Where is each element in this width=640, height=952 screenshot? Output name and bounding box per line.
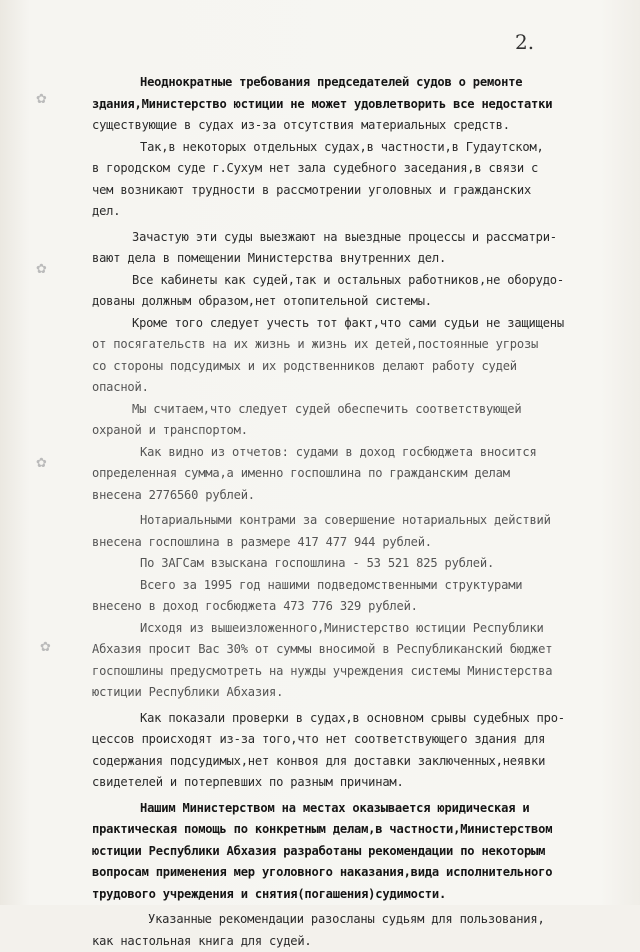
text-line: юстиции Республики Абхазия. bbox=[92, 682, 607, 704]
text-line: содержания подсудимых,нет конвоя для доставки заключенных,неявки bbox=[92, 751, 607, 773]
text-line: в городском суде г.Сухум нет зала судебного заседания,в связи с bbox=[92, 158, 607, 180]
page-number: 2. bbox=[515, 30, 534, 54]
text-line: практическая помощь по конкретным делам,в частности,Министерством bbox=[92, 819, 607, 841]
text-line: Нашим Министерством на местах оказывается юридическая и bbox=[92, 798, 607, 820]
text-line: внесена госпошлина в размере 417 477 944 рублей. bbox=[92, 532, 607, 554]
text-line: Все кабинеты как судей,так и остальных работников,не оборудо- bbox=[92, 270, 607, 292]
binding-hole-mark: ✿ bbox=[40, 640, 51, 655]
text-line: существующие в судах из-за отсутствия материальных средств. bbox=[92, 115, 607, 137]
text-line: охраной и транспортом. bbox=[92, 420, 607, 442]
text-line: как настольная книга для судей. bbox=[92, 931, 607, 952]
text-line: внесена 2776560 рублей. bbox=[92, 485, 607, 507]
text-line: Исходя из вышеизложенного,Министерство юстиции Республики bbox=[92, 618, 607, 640]
text-line: вопросам применения мер уголовного наказания,вида исполнительного bbox=[92, 862, 607, 884]
text-line: юстиции Республики Абхазия разработаны рекомендации по некоторым bbox=[92, 841, 607, 863]
text-line: чем возникают трудности в рассмотрении уголовных и гражданских bbox=[92, 180, 607, 202]
text-line: Кроме того следует учесть тот факт,что сами судьи не защищены bbox=[92, 313, 607, 335]
text-line: Так,в некоторых отдельных судах,в частности,в Гудаутском, bbox=[92, 137, 607, 159]
text-line: от посягательств на их жизнь и жизнь их детей,постоянные угрозы bbox=[92, 334, 607, 356]
text-line: вают дела в помещении Министерства внутренних дел. bbox=[92, 248, 607, 270]
text-line: внесено в доход госбюджета 473 776 329 рублей. bbox=[92, 596, 607, 618]
text-line: Мы считаем,что следует судей обеспечить соответствующей bbox=[92, 399, 607, 421]
document-body bbox=[92, 72, 607, 952]
text-line: Абхазия просит Вас 30% от суммы вносимой в Республиканский бюджет bbox=[92, 639, 607, 661]
text-line: определенная сумма,а именно госпошлина по гражданским делам bbox=[92, 463, 607, 485]
text-line: Зачастую эти суды выезжают на выездные процессы и рассматри- bbox=[92, 227, 607, 249]
text-line: госпошлины предусмотреть на нужды учреждения системы Министерства bbox=[92, 661, 607, 683]
text-line: Нотариальными контрами за совершение нотариальных действий bbox=[92, 510, 607, 532]
binding-hole-mark: ✿ bbox=[36, 262, 47, 277]
text-line: свидетелей и потерпевших по разным причинам. bbox=[92, 772, 607, 794]
text-line: дованы должным образом,нет отопительной системы. bbox=[92, 291, 607, 313]
text-line: Как показали проверки в судах,в основном срывы судебных про- bbox=[92, 708, 607, 730]
text-line: со стороны подсудимых и их родственников делают работу судей bbox=[92, 356, 607, 378]
text-line: Указанные рекомендации разосланы судьям для пользования, bbox=[92, 909, 607, 931]
text-line: Всего за 1995 год нашими подведомственными структурами bbox=[92, 575, 607, 597]
text-line: здания,Министерство юстиции не может удовлетворить все недостатки bbox=[92, 94, 607, 116]
text-line: Как видно из отчетов: судами в доход госбюджета вносится bbox=[92, 442, 607, 464]
text-line: цессов происходят из-за того,что нет соответствующего здания для bbox=[92, 729, 607, 751]
text-line: По ЗАГСам взыскана госпошлина - 53 521 825 рублей. bbox=[92, 553, 607, 575]
text-line: опасной. bbox=[92, 377, 607, 399]
text-line: трудового учреждения и снятия(погашения)судимости. bbox=[92, 884, 607, 906]
binding-hole-mark: ✿ bbox=[36, 456, 47, 471]
text-line: дел. bbox=[92, 201, 607, 223]
binding-hole-mark: ✿ bbox=[36, 92, 47, 107]
text-line: Неоднократные требования председателей судов о ремонте bbox=[92, 72, 607, 94]
